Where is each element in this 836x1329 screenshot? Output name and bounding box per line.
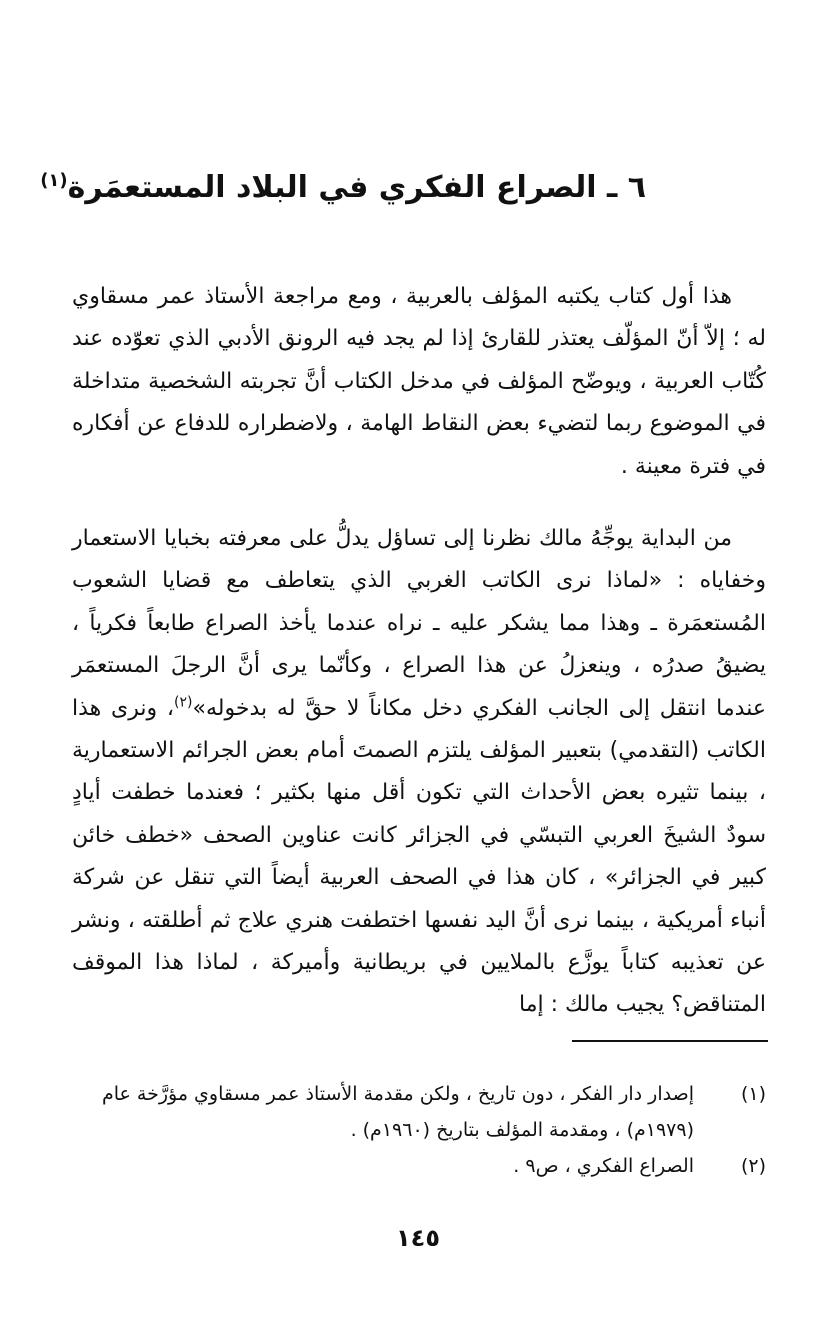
- body-paragraph-2: [72, 518, 766, 1027]
- footnote-2: [72, 1148, 766, 1184]
- chapter-title-text: ٦ ـ الصراع الفكري في البلاد المستعمَرة: [67, 170, 646, 205]
- footnote-text: إصدار دار الفكر ، دون تاريخ ، ولكن مقدمة الأستاذ عمر مسقاوي مؤرَّخة عام (١٩٧٩م) ، ومقدمة المؤلف بتاريخ (١٩٦٠م) .: [101, 1083, 694, 1141]
- footnote-number: (١): [740, 1083, 766, 1105]
- body-paragraph-1: [72, 276, 766, 488]
- footnote-1: [72, 1076, 766, 1148]
- body-paragraph-1-text: هذا أول كتاب يكتبه المؤلف بالعربية ، ومع مراجعة الأستاذ عمر مسقاوي له ؛ إلاّ أنّ المؤلّف يعتذر للقارئ إذا لم يجد فيه الرونق الأدبي الذي تعوّده عند كُتّاب العربية ، ويوضّح المؤلف في مدخل الكتاب أنَّ تجربته الشخصية متداخلة في الموضوع ربما لتضيء بعض النقاط الهامة ، ولاضطراره للدفاع عن أفكاره في فترة معينة .: [72, 284, 766, 479]
- chapter-title-footnote-ref: (١): [40, 170, 68, 191]
- body-paragraph-2-text-b: ، ونرى هذا الكاتب (التقدمي) بتعبير المؤلف يلتزم الصمتَ أمام بعض الجرائم الاستعمارية ، بينما تثيره بعض الأحداث التي تكون أقل منها بكثير ؛ فعندما خطفت أيادٍ سودٌ الشيخَ العربي التبسّي في الجزائر كانت عناوين الصحف «خطف خائن كبير في الجزائر» ، كان هذا في الصحف العربية أيضاً التي تنقل عن شركة أنباء أمريكية ، بينما نرى أنَّ اليد نفسها اختطفت هنري علاج ثم أطلقته ، ونشر عن تعذيبه كتاباً يوزَّع بالملايين في بريطانية وأميركة ، لماذا هذا الموقف المتناقض؟ يجيب مالك : إما: [72, 695, 766, 1018]
- page-number: ١٤٥: [396, 1224, 440, 1252]
- body-paragraph-2-text-a: من البداية يوجِّهُ مالك نظرنا إلى تساؤل يدلُّ على معرفته بخبايا الاستعمار وخفاياه : «لماذا نرى الكاتب الغربي الذي يتعاطف مع قضايا الشعوب المُستعمَرة ـ وهذا مما يشكر عليه ـ نراه عندما يأخذ الصراع طابعاً فكرياً ، يضيقُ صدرُه ، وينعزلُ عن هذا الصراع ، وكأنّما يرى أنَّ الرجلَ المستعمَر عندما انتقل إلى الجانب الفكري دخل مكاناً لا حقَّ له بدخوله»: [72, 526, 766, 721]
- footnotes: [72, 1076, 766, 1184]
- footnote-number: (٢): [740, 1155, 766, 1177]
- footnote-separator: [572, 1040, 768, 1042]
- footnote-text: الصراع الفكري ، ص٩ .: [513, 1155, 694, 1177]
- body-footnote-ref-2: (٢): [174, 694, 193, 711]
- chapter-title: [40, 166, 646, 210]
